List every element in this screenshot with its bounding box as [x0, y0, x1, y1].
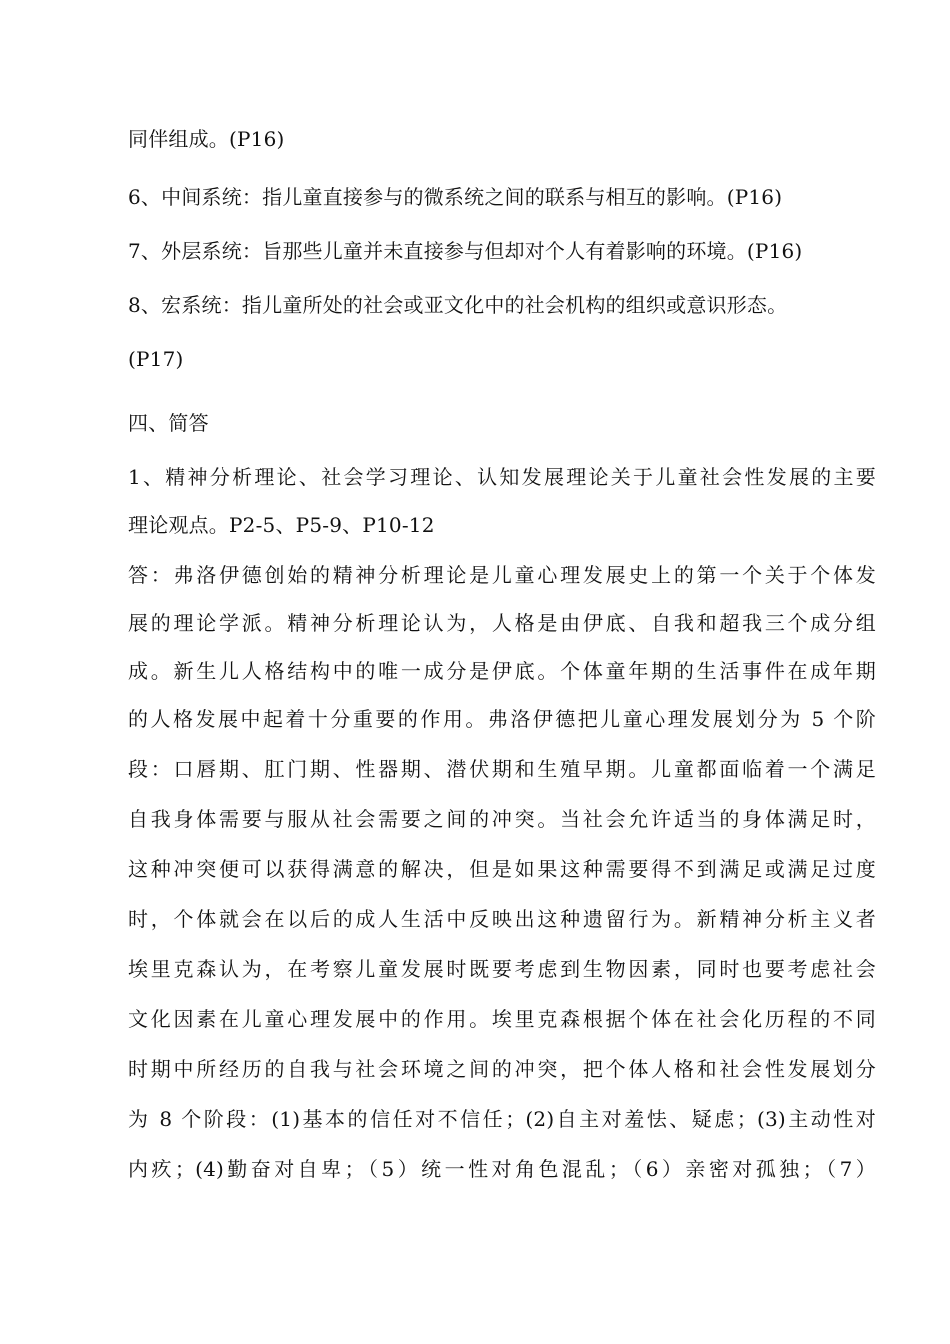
question-1-line-1: 1、精神分析理论、社会学习理论、认知发展理论关于儿童社会性发展的主要: [128, 465, 876, 489]
answer-line-4: 的人格发展中起着十分重要的作用。弗洛伊德把儿童心理发展划分为 5 个阶: [128, 707, 876, 731]
answer-line-3: 成。新生儿人格结构中的唯一成分是伊底。个体童年期的生活事件在成年期: [128, 659, 876, 683]
answer-line-13: 内疚；(4)勤奋对自卑；（5）统一性对角色混乱；（6）亲密对孤独；（7）: [128, 1157, 876, 1181]
question-1-line-2: 理论观点。P2-5、P5-9、P10-12: [128, 513, 435, 537]
answer-line-7: 这种冲突便可以获得满意的解决，但是如果这种需要得不到满足或满足过度: [128, 857, 876, 881]
item-8-page-ref: (P17): [128, 347, 184, 371]
item-8-macrosystem: 8、宏系统：指儿童所处的社会或亚文化中的社会机构的组织或意识形态。: [128, 293, 788, 317]
text-line-1: 同伴组成。(P16): [128, 127, 285, 151]
answer-line-9: 埃里克森认为，在考察儿童发展时既要考虑到生物因素，同时也要考虑社会: [128, 957, 876, 981]
answer-line-1: 答：弗洛伊德创始的精神分析理论是儿童心理发展史上的第一个关于个体发: [128, 563, 876, 587]
answer-line-12: 为 8 个阶段：(1)基本的信任对不信任；(2)自主对羞怯、疑虑；(3)主动性对: [128, 1107, 876, 1131]
answer-line-2: 展的理论学派。精神分析理论认为，人格是由伊底、自我和超我三个成分组: [128, 611, 876, 635]
answer-line-6: 自我身体需要与服从社会需要之间的冲突。当社会允许适当的身体满足时，: [128, 807, 876, 831]
item-7-exosystem: 7、外层系统：旨那些儿童并未直接参与但却对个人有着影响的环境。(P16): [128, 239, 803, 263]
answer-line-8: 时，个体就会在以后的成人生活中反映出这种遗留行为。新精神分析主义者: [128, 907, 876, 931]
section-heading-short-answer: 四、简答: [128, 411, 209, 435]
answer-line-11: 时期中所经历的自我与社会环境之间的冲突，把个体人格和社会性发展划分: [128, 1057, 876, 1081]
answer-line-10: 文化因素在儿童心理发展中的作用。埃里克森根据个体在社会化历程的不同: [128, 1007, 876, 1031]
item-6-mesosystem: 6、中间系统：指儿童直接参与的微系统之间的联系与相互的影响。(P16): [128, 185, 783, 209]
answer-line-5: 段：口唇期、肛门期、性器期、潜伏期和生殖早期。儿童都面临着一个满足: [128, 757, 876, 781]
